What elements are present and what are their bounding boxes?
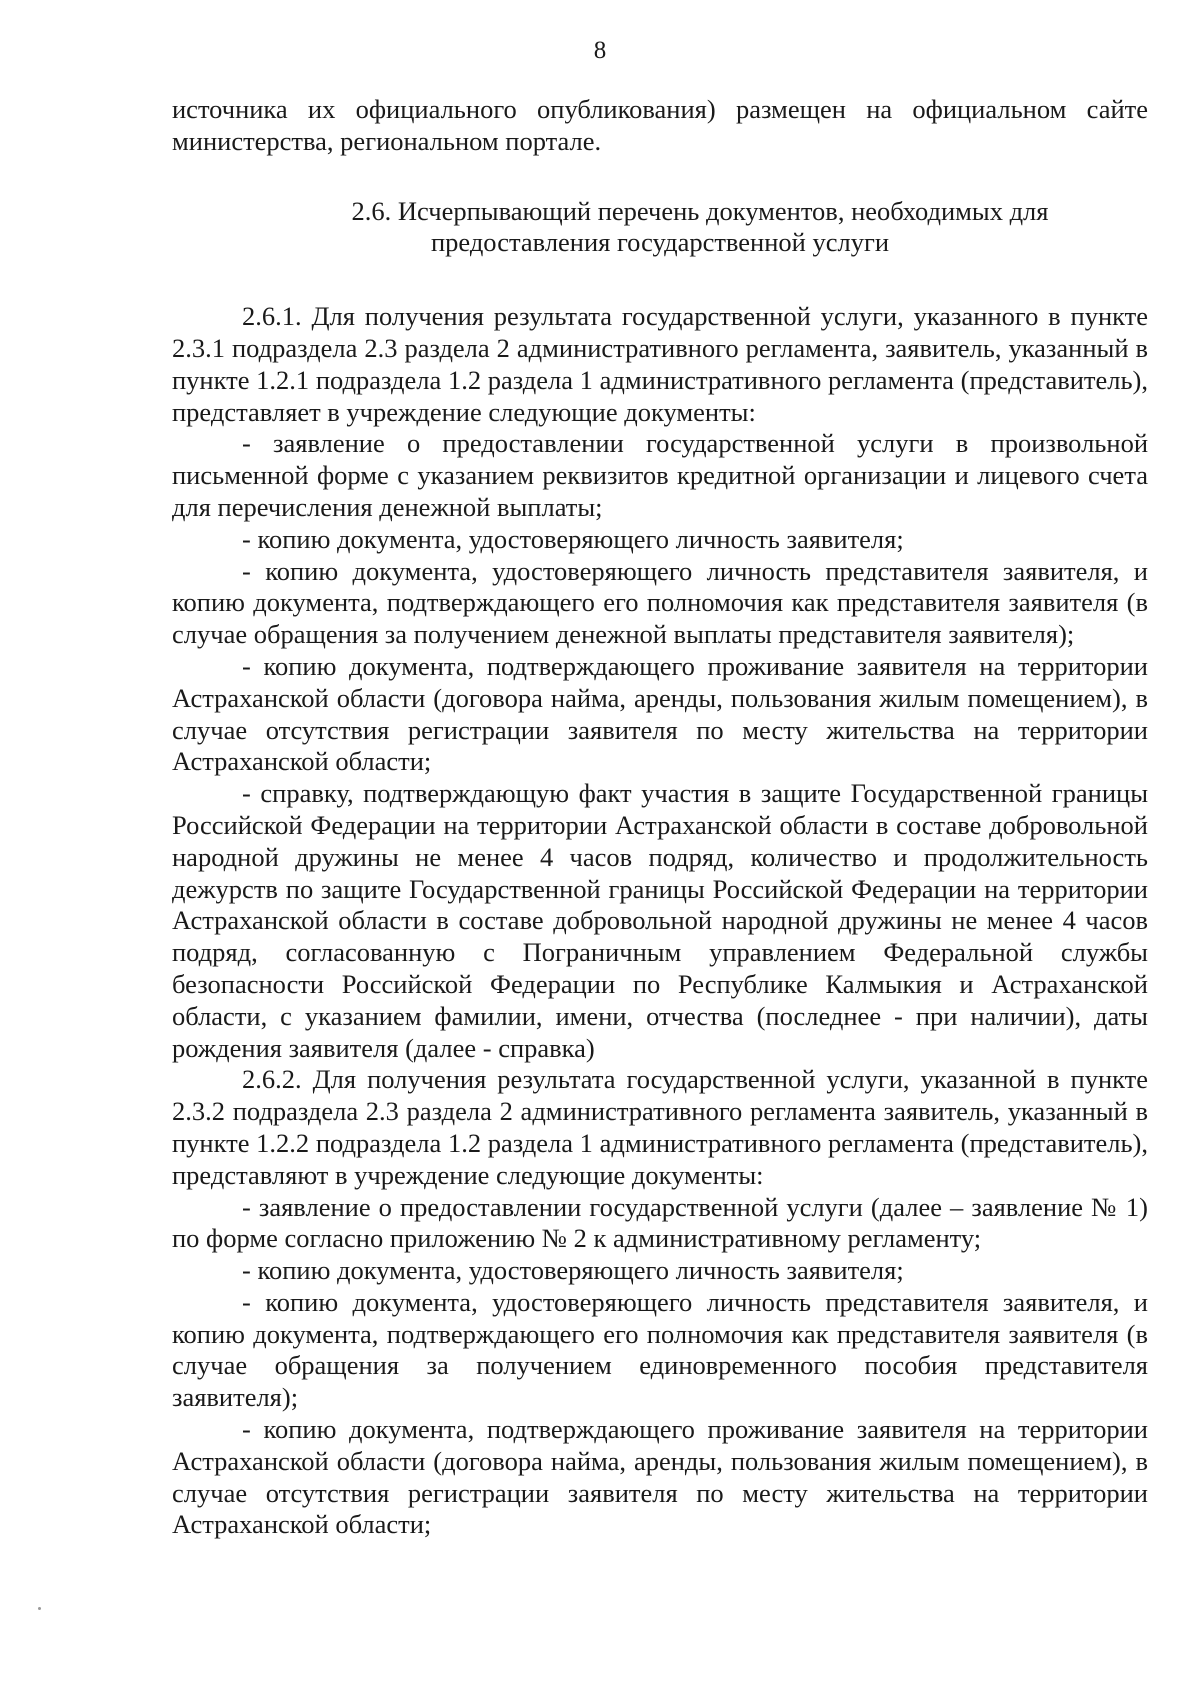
- paragraph-2-6-1: 2.6.1. Для получения результата государственной услуги, указанного в пункте 2.3.1 подраздела 2.3 раздела 2 административного регламента, заявитель, указанный в пункте 1.2.1 подраздела 1.2 раздела 1 административного регламента (представитель), представляет в учреждение следующие документы:: [172, 301, 1148, 427]
- list-item-border-certificate: - справку, подтверждающую факт участия в защите Государственной границы Российской Федерации на территории Астраханской области в составе добровольной народной дружины не менее 4 часов подряд, количество и продолжительность дежурств по защите Государственной границы Российской Федерации на территории Астраханской области в составе добровольной народной дружины не менее 4 часов подряд, согласованную с Пограничным управлением Федеральной службы безопасности Российской Федерации по Республике Калмыкия и Астраханской области, с указанием фамилии, имени, отчества (последнее - при наличии), даты рождения заявителя (далее - справка): [172, 778, 1148, 1063]
- section-heading: [172, 196, 1148, 260]
- list-item-representative-id: - копию документа, удостоверяющего личность представителя заявителя, и копию документа, подтверждающего его полномочия как представителя заявителя (в случае обращения за получением денежной выплаты представителя заявителя);: [172, 555, 1148, 650]
- list-item-applicant-id: - копию документа, удостоверяющего личность заявителя;: [242, 523, 904, 554]
- list-item-application: - заявление о предоставлении государственной услуги в произвольной письменной форме с указанием реквизитов кредитной организации и лицевого счета для перечисления денежной выплаты;: [172, 428, 1148, 522]
- list-item-residence-proof: - копию документа, подтверждающего проживание заявителя на территории Астраханской области (договора найма, аренды, пользования жилым помещением), в случае отсутствия регистрации заявителя по месту жительства на территории Астраханской области;: [172, 650, 1148, 777]
- scan-speck: [38, 1607, 41, 1610]
- section-heading-line-1: 2.6. Исчерпывающий перечень документов, необходимых для: [351, 195, 1049, 226]
- document-body: [172, 94, 1148, 1541]
- list-item-applicant-id-2: - копию документа, удостоверяющего личность заявителя;: [242, 1255, 904, 1286]
- section-heading-line-2: предоставления государственной услуги: [430, 227, 890, 258]
- paragraph-2-6-2: 2.6.2. Для получения результата государственной услуги, указанной в пункте 2.3.2 подраздела 2.3 раздела 2 административного регламента заявитель, указанный в пункте 1.2.2 подраздела 1.2 раздела 1 административного регламента (представитель), представляют в учреждение следующие документы:: [172, 1064, 1148, 1190]
- list-item-application-no-1: - заявление о предоставлении государственной услуги (далее – заявление № 1) по форме согласно приложению № 2 к административному регламенту;: [172, 1191, 1148, 1254]
- page-number: 8: [593, 37, 607, 64]
- list-item-residence-proof-2: - копию документа, подтверждающего проживание заявителя на территории Астраханской области (договора найма, аренды, пользования жилым помещением), в случае отсутствия регистрации заявителя по месту жительства на территории Астраханской области;: [172, 1414, 1148, 1540]
- list-item-representative-id-2: - копию документа, удостоверяющего личность представителя заявителя, и копию документа, подтверждающего его полномочия как представителя заявителя (в случае обращения за получением единовременного пособия представителя заявителя);: [172, 1286, 1148, 1413]
- intro-paragraph: источника их официального опубликования) размещен на официальном сайте министерства, региональном портале.: [172, 94, 1148, 156]
